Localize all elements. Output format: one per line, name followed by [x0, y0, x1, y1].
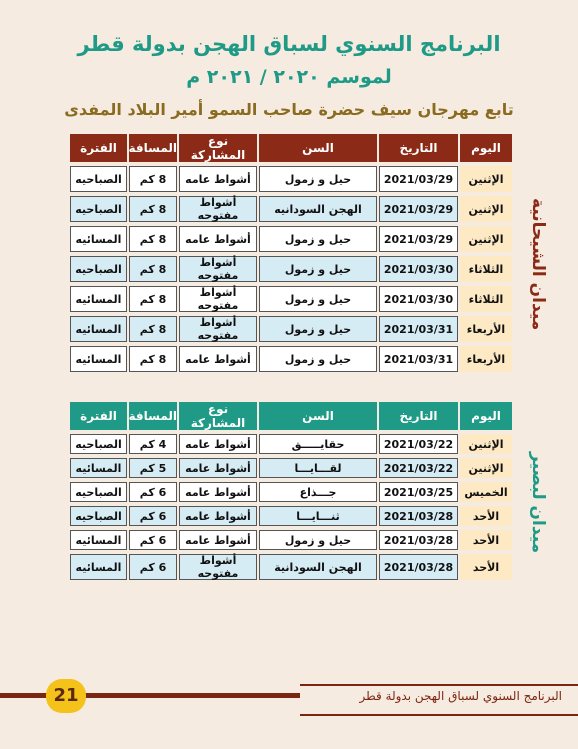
period-cell: المسائيه — [68, 526, 127, 550]
date-cell: 2021/03/22 — [377, 454, 458, 478]
col-age-header: السن — [257, 134, 377, 162]
type-cell: أشواط مفتوحه — [177, 192, 257, 222]
table-row — [68, 192, 512, 222]
distance-cell: 5 كم — [127, 454, 177, 478]
type-cell: أشواط مفتوحه — [177, 282, 257, 312]
age-cell: حيل و زمول — [257, 252, 377, 282]
table-row — [68, 478, 512, 502]
table-row — [68, 526, 512, 550]
footer-text: البرنامج السنوي لسباق الهجن بدولة قطر — [359, 689, 562, 703]
date-cell: 2021/03/29 — [377, 192, 458, 222]
type-cell: أشواط عامه — [177, 162, 257, 192]
page-title: البرنامج السنوي لسباق الهجن بدولة قطر — [77, 32, 501, 56]
table-row — [68, 342, 512, 372]
col-distance-header: المسافة — [127, 134, 177, 162]
age-cell: لقـــايـــا — [257, 454, 377, 478]
col-type-header: نوع المشاركة — [177, 134, 257, 162]
distance-cell: 8 كم — [127, 162, 177, 192]
date-cell: 2021/03/25 — [377, 478, 458, 502]
table-row — [68, 502, 512, 526]
schedule-table-shahaniya — [68, 134, 512, 372]
festival-subtitle: تابع مهرجان سيف حضرة صاحب السمو أمير البلاد المفدى — [64, 100, 514, 119]
age-cell: الهجن السودانيه — [257, 192, 377, 222]
day-cell: الأحد — [458, 526, 512, 550]
col-type-header: نوع المشاركة — [177, 402, 257, 430]
period-cell: المسائيه — [68, 454, 127, 478]
table-row — [68, 550, 512, 580]
age-cell: حيل و زمول — [257, 526, 377, 550]
distance-cell: 6 كم — [127, 478, 177, 502]
table-row — [68, 454, 512, 478]
type-cell: أشواط عامه — [177, 502, 257, 526]
type-cell: أشواط مفتوحه — [177, 312, 257, 342]
distance-cell: 8 كم — [127, 282, 177, 312]
period-cell: الصباحيه — [68, 192, 127, 222]
type-cell: أشواط عامه — [177, 454, 257, 478]
age-cell: حيل و زمول — [257, 222, 377, 252]
date-cell: 2021/03/28 — [377, 526, 458, 550]
day-cell: الإثنين — [458, 454, 512, 478]
type-cell: أشواط عامه — [177, 430, 257, 454]
table-row — [68, 312, 512, 342]
day-cell: الأحد — [458, 502, 512, 526]
table-row — [68, 430, 512, 454]
type-cell: أشواط عامه — [177, 526, 257, 550]
col-distance-header: المسافة — [127, 402, 177, 430]
age-cell: حقايـــــق — [257, 430, 377, 454]
period-cell: الصباحيه — [68, 502, 127, 526]
type-cell: أشواط مفتوحه — [177, 550, 257, 580]
distance-cell: 8 كم — [127, 252, 177, 282]
age-cell: حيل و زمول — [257, 312, 377, 342]
age-cell: جـــذاع — [257, 478, 377, 502]
col-day-header: اليوم — [458, 402, 512, 430]
period-cell: المسائيه — [68, 550, 127, 580]
period-cell: المسائيه — [68, 342, 127, 372]
period-cell: المسائيه — [68, 282, 127, 312]
type-cell: أشواط عامه — [177, 342, 257, 372]
table-header-row — [68, 402, 512, 430]
distance-cell: 8 كم — [127, 312, 177, 342]
type-cell: أشواط عامه — [177, 222, 257, 252]
period-cell: المسائيه — [68, 222, 127, 252]
day-cell: الثلاثاء — [458, 282, 512, 312]
day-cell: الإثنين — [458, 430, 512, 454]
type-cell: أشواط مفتوحه — [177, 252, 257, 282]
period-cell: الصباحيه — [68, 430, 127, 454]
day-cell: الإثنين — [458, 192, 512, 222]
date-cell: 2021/03/30 — [377, 282, 458, 312]
date-cell: 2021/03/28 — [377, 502, 458, 526]
period-cell: الصباحيه — [68, 252, 127, 282]
venue-label-lebsayyer: ميدان لبصير — [528, 452, 548, 554]
distance-cell: 4 كم — [127, 430, 177, 454]
day-cell: الثلاثاء — [458, 252, 512, 282]
col-period-header: الفترة — [68, 134, 127, 162]
col-date-header: التاريخ — [377, 402, 458, 430]
date-cell: 2021/03/22 — [377, 430, 458, 454]
schedule-table-lebsayyer — [68, 402, 512, 580]
table-header-row — [68, 134, 512, 162]
distance-cell: 8 كم — [127, 342, 177, 372]
col-date-header: التاريخ — [377, 134, 458, 162]
table-row — [68, 252, 512, 282]
period-cell: المسائيه — [68, 312, 127, 342]
day-cell: الأربعاء — [458, 342, 512, 372]
day-cell: الأحد — [458, 550, 512, 580]
age-cell: ثنـــايـــا — [257, 502, 377, 526]
type-cell: أشواط عامه — [177, 478, 257, 502]
age-cell: حيل و زمول — [257, 282, 377, 312]
day-cell: الأربعاء — [458, 312, 512, 342]
table-row — [68, 282, 512, 312]
day-cell: الإثنين — [458, 162, 512, 192]
col-period-header: الفترة — [68, 402, 127, 430]
age-cell: الهجن السودانية — [257, 550, 377, 580]
distance-cell: 6 كم — [127, 526, 177, 550]
table-row — [68, 222, 512, 252]
day-cell: الإثنين — [458, 222, 512, 252]
period-cell: الصباحيه — [68, 478, 127, 502]
venue-label-shahaniya: ميدان الشيحانية — [528, 197, 548, 331]
col-day-header: اليوم — [458, 134, 512, 162]
distance-cell: 6 كم — [127, 502, 177, 526]
age-cell: حيل و زمول — [257, 162, 377, 192]
date-cell: 2021/03/29 — [377, 222, 458, 252]
date-cell: 2021/03/31 — [377, 342, 458, 372]
col-age-header: السن — [257, 402, 377, 430]
period-cell: الصباحيه — [68, 162, 127, 192]
date-cell: 2021/03/30 — [377, 252, 458, 282]
date-cell: 2021/03/31 — [377, 312, 458, 342]
distance-cell: 6 كم — [127, 550, 177, 580]
page-number: 21 — [46, 679, 86, 713]
age-cell: حيل و زمول — [257, 342, 377, 372]
day-cell: الخميس — [458, 478, 512, 502]
date-cell: 2021/03/28 — [377, 550, 458, 580]
distance-cell: 8 كم — [127, 192, 177, 222]
table-row — [68, 162, 512, 192]
distance-cell: 8 كم — [127, 222, 177, 252]
date-cell: 2021/03/29 — [377, 162, 458, 192]
season-subtitle: لموسم ٢٠٢٠ / ٢٠٢١ م — [186, 66, 392, 88]
